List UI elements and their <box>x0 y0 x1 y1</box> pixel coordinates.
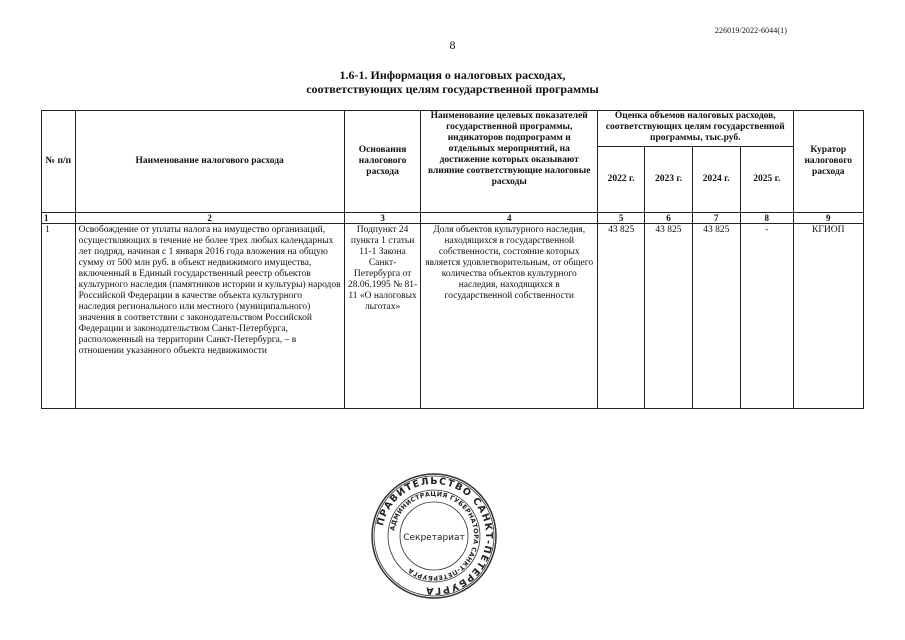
header-name: Наименование налогового расхода <box>75 111 344 213</box>
header-year-2024: 2024 г. <box>692 147 740 213</box>
page-number: 8 <box>449 38 456 52</box>
column-number: 4 <box>421 213 598 224</box>
column-number: 1 <box>42 213 76 224</box>
tax-expenditures-table <box>41 110 864 409</box>
page-title-line-2: соответствующих целям государственной программы <box>306 82 599 96</box>
cell-num: 1 <box>42 224 76 409</box>
cell-2023: 43 825 <box>645 224 692 409</box>
table-header-row <box>42 111 864 147</box>
header-year-2023: 2023 г. <box>645 147 692 213</box>
cell-2024: 43 825 <box>692 224 740 409</box>
cell-2022: 43 825 <box>598 224 645 409</box>
column-numbers-row <box>42 213 864 224</box>
stamp-center-text: Секретариат <box>403 533 465 543</box>
column-number: 8 <box>740 213 793 224</box>
cell-curator: КГИОП <box>793 224 864 409</box>
page-title <box>0 68 905 96</box>
stamp-inner-text: АДМИНИСТРАЦИЯ ГУБЕРНАТОРА САНКТ-ПЕТЕРБУРГА <box>389 490 480 582</box>
column-number: 6 <box>645 213 692 224</box>
document-registration-number: 226019/2022-6044(1) <box>714 26 787 35</box>
stamp-outer-text: ПРАВИТЕЛЬСТВО САНКТ-ПЕТЕРБУРГА <box>375 475 495 597</box>
cell-2025: - <box>740 224 793 409</box>
header-indicators: Наименование целевых показателей государственной программы, индикаторов подпрограмм и отдельных мероприятий, на достижение которых оказывают влияние соответствующие налоговые расходы <box>421 111 598 213</box>
header-estimate: Оценка объемов налоговых расходов, соответствующих целям государственной программы, тыс.руб. <box>598 111 793 147</box>
header-num: № п/п <box>42 111 76 213</box>
column-number: 2 <box>75 213 344 224</box>
header-curator: Куратор налогового расхода <box>793 111 864 213</box>
cell-indicators: Доля объектов культурного наследия, находящихся в государственной собственности, состояние которых является удовлетворительным, от общего количества объектов культурного наследия, находящихся в государственной собственности <box>421 224 598 409</box>
header-year-2025: 2025 г. <box>740 147 793 213</box>
column-number: 3 <box>344 213 421 224</box>
column-number: 9 <box>793 213 864 224</box>
cell-basis: Подпункт 24 пункта 1 статьи 11-1 Закона Санкт-Петербурга от 28.06.1995 № 81-11 «О налоговых льготах» <box>344 224 421 409</box>
column-number: 7 <box>692 213 740 224</box>
header-year-2022: 2022 г. <box>598 147 645 213</box>
secretariat-stamp <box>370 472 498 600</box>
cell-name: Освобождение от уплаты налога на имущество организаций, осуществляющих в течение не более трех любых календарных лет подряд, начиная с 1 января 2016 года вложения на общую сумму от 500 млн руб. в объект недвижимого имущества, включенный в Единый государственный реестр объектов культурного наследия (памятников истории и культуры) народов Российской Федерации в качестве объекта культурного наследия регионального или местного (муниципального) значения в соответствии с законодательством Российской Федерации и законодательством Санкт-Петербурга, расположенный на территории Санкт-Петербурга, – в отношении указанного объекта недвижимости <box>75 224 344 409</box>
table-row <box>42 224 864 409</box>
header-basis: Основания налогового расхода <box>344 111 421 213</box>
column-number: 5 <box>598 213 645 224</box>
page-title-line-1: 1.6-1. Информация о налоговых расходах, <box>339 68 566 82</box>
